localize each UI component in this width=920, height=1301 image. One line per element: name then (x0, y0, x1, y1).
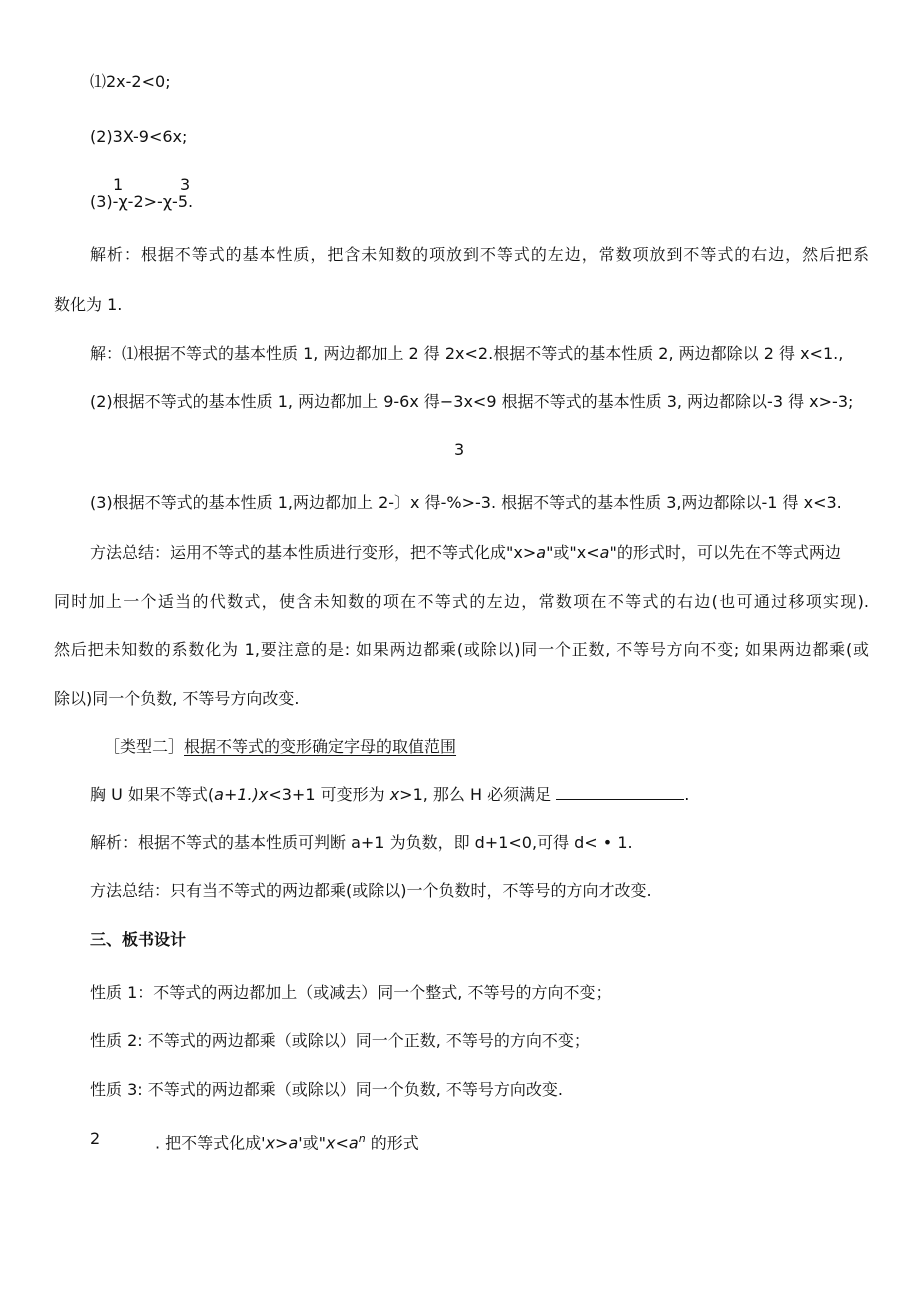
property-2: 性质 2: 不等式的两边都乘（或除以）同一个正数, 不等号的方向不变； (90, 1031, 590, 1050)
method-1-line-3: 然后把未知数的系数化为 1,要注意的是: 如果两边都乘(或除以)同一个正数, 不等号方向不变; 如果两边都乘(或 (54, 640, 869, 659)
solution-line-3: (3)根据不等式的基本性质 1,两边都加上 2-〕x 得-%>-3. 根据不等式的基本性质 3,两边都除以-1 得 x<3. (90, 493, 842, 512)
solution-line-1: 解：⑴根据不等式的基本性质 1, 两边都加上 2 得 2x<2.根据不等式的基本性质 2, 两边都除以 2 得 x<1., (90, 344, 844, 363)
solution-fraction-numerator: 3 (454, 440, 465, 459)
fraction-numerator-3: 3 (180, 175, 191, 194)
type-2-title: 根据不等式的变形确定字母的取值范围 (184, 737, 457, 756)
exercise-item-1: ⑴2x-2<0; (90, 72, 171, 91)
type-2-heading (104, 737, 456, 757)
fraction-numerator-1: 1 (113, 175, 124, 194)
method-1-line-1: 方法总结：运用不等式的基本性质进行变形，把不等式化成"x>a"或"x<a"的形式时，可以先在不等式两边 (90, 543, 841, 562)
analysis-2: 解析：根据不等式的基本性质可判断 a+1 为负数，即 d+1<0,可得 d< • 1. (90, 833, 633, 852)
final-number: 2 (90, 1129, 101, 1148)
exercise-item-2: (2)3X-9<6x; (90, 127, 188, 146)
method-2: 方法总结：只有当不等式的两边都乘(或除以)一个负数时，不等号的方向才改变. (90, 881, 652, 900)
method-1-line-4: 除以)同一个负数, 不等号方向改变. (54, 689, 300, 708)
property-3: 性质 3: 不等式的两边都乘（或除以）同一个负数, 不等号方向改变. (90, 1080, 564, 1099)
solution-line-2: (2)根据不等式的基本性质 1, 两边都加上 9-6x 得−3x<9 根据不等式的基本性质 3, 两边都除以-3 得 x>-3; (90, 392, 854, 411)
analysis-1-line-2: 数化为 1. (54, 295, 123, 314)
final-text: . 把不等式化成'x>a'或"$x<a^n$ 的形式 (155, 1132, 419, 1153)
analysis-1-line-1: 解析：根据不等式的基本性质，把含未知数的项放到不等式的左边，常数项放到不等式的右边，然后把系 (90, 245, 869, 264)
method-1-line-2: 同时加上一个适当的代数式，使含未知数的项在不等式的左边，常数项在不等式的右边(也可通过移项实现). (54, 592, 869, 611)
exercise-item-3: (3)-χ-2>-χ-5. (90, 192, 194, 211)
answer-blank[interactable] (556, 785, 684, 800)
example-2: 胸 U 如果不等式(a+1.)x<3+1 可变形为 x>1, 那么 H 必须满足 . (90, 785, 690, 804)
section-3-heading: 三、板书设计 (90, 930, 187, 949)
type-2-bracket: ［类型二］ (104, 737, 185, 756)
property-1: 性质 1：不等式的两边都加上（或减去）同一个整式, 不等号的方向不变； (90, 983, 612, 1002)
